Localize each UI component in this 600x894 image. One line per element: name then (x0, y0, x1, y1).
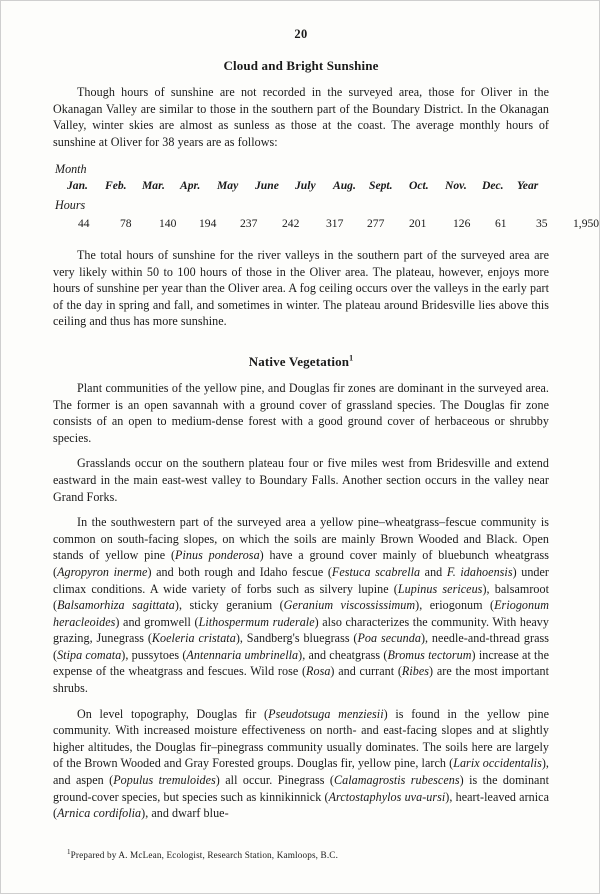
table-header-cell: Feb. (105, 178, 127, 192)
table-header-cell: Oct. (409, 178, 429, 192)
table-cell: 194 (199, 216, 217, 230)
page-number: 20 (294, 27, 308, 41)
paragraph-plant-communities: Plant communities of the yellow pine, and Douglas fir zones are dominant in the surveyed area. The former is an open savannah with a ground cover of grassland species. The Douglas fir zone consists of an open to medium-dense forest with a good ground cover of herbaceous or shrubby species. (53, 380, 549, 445)
table-cell: 242 (282, 216, 300, 230)
table-cell: 78 (120, 216, 132, 230)
table-header-row (67, 178, 557, 195)
table-header-cell: Apr. (180, 178, 201, 192)
sunshine-table-values (67, 214, 600, 232)
table-row-label-hours: Hours (55, 198, 86, 213)
table-cell: 126 (453, 216, 471, 230)
table-header-cell: June (255, 178, 279, 192)
table-header-cell: July (295, 178, 316, 192)
table-cell: 1,950 (573, 216, 600, 230)
table-header-cell: Aug. (333, 178, 356, 192)
heading-native-vegetation (53, 354, 549, 370)
heading-native-vegetation-label: Native Vegetation (248, 353, 350, 369)
table-header-cell: Jan. (67, 178, 88, 192)
table-cell: 317 (326, 216, 344, 230)
footnote-text: Prepared by A. McLean, Ecologist, Research Station, Kamloops, B.C. (70, 850, 339, 860)
table-header-cell: Sept. (369, 178, 393, 192)
table-header-cell: May (217, 178, 239, 192)
table-cell: 237 (240, 216, 258, 230)
heading-cloud-and-bright-sunshine: Cloud and Bright Sunshine (223, 58, 379, 73)
table-cell: 61 (495, 216, 507, 230)
heading-footnote-marker: 1 (349, 353, 354, 363)
table-header-cell: Year (517, 178, 539, 192)
table-header-cell: Mar. (142, 178, 165, 192)
table-row (67, 214, 600, 232)
table-row-label-month: Month (55, 162, 87, 177)
paragraph-southwestern-community: In the southwestern part of the surveyed area a yellow pine–wheatgrass–fescue community is common on south-facing slopes, on which the soils are mainly Brown Wooded and Black. Open stands of yellow pine (Pinus ponderosa) have a ground cover mainly of bluebunch wheatgrass (Agropyron inerme) and both rough and Idaho fescue (Festuca scabrella and F. idahoensis) under climax conditions. A wide variety of forbs such as silvery lupine (Lupinus sericeus), balsamroot (Balsamorhiza sagittata), sticky geranium (Geranium viscossissimum), eriogonum (Eriogonum heracleoides) and gromwell (Lithospermum ruderale) also characterizes the community. With heavy grazing, Junegrass (Koeleria cristata), Sandberg's bluegrass (Poa secunda), needle-and-thread grass (Stipa comata), pussytoes (Antennaria umbrinella), and cheatgrass (Bromus tectorum) increase at the expense of the wheatgrass and fescues. Wild rose (Rosa) and currant (Ribes) are the most important shrubs. (53, 515, 550, 696)
page-content (53, 27, 600, 822)
sunshine-table (67, 178, 557, 195)
table-cell: 140 (159, 216, 177, 230)
paragraph-level-topography: On level topography, Douglas fir (Pseudotsuga menziesii) is found in the yellow pine community. With increased moisture effectiveness on north- and east-facing slopes and at slightly higher altitudes, the Douglas fir–pinegrass community usually dominates. The soils here are largely of the Brown Wooded and Gray Forested groups. Douglas fir, yellow pine, larch (Larix occidentalis), and aspen (Populus tremuloides) all occur. Pinegrass (Calamagrostis rubescens) is the dominant ground-cover species, but species such as kinnikinnick (Arctostaphylos uva-ursi), heart-leaved arnica (Arnica cordifolia), and dwarf blue- (53, 706, 549, 821)
table-cell: 44 (78, 216, 90, 230)
table-cell: 277 (367, 216, 385, 230)
sunshine-table-block (53, 161, 600, 232)
paragraph-total-hours: The total hours of sunshine for the river valleys in the southern part of the surveyed area are very likely within 50 to 100 hours of those in the Oliver area. The plateau, however, enjoys more hours of sunshine per year than the Oliver area. A fog ceiling occurs over the valleys in the early part of the day in spring and fall, and sometimes in winter. The plateau around Bridesville lies above this ceiling and thus has more sunshine. (53, 248, 549, 329)
table-cell: 35 (536, 216, 548, 230)
table-header-cell: Nov. (445, 178, 467, 192)
paragraph-sunshine-intro: Though hours of sunshine are not recorded in the surveyed area, those for Oliver in the Okanagan Valley are similar to those in the southern part of the Boundary District. In the Okanagan Valley, winter skies are almost as sunless as those at the coast. The average monthly hours of sunshine at Oliver for 38 years are as follows: (53, 85, 549, 149)
footnote (67, 849, 537, 861)
paragraph-grasslands: Grasslands occur on the southern plateau four or five miles west from Bridesville and extend eastward in the main east-west valley to Boundary Falls. Another section occurs in the valley near Grand Forks. (53, 456, 549, 504)
table-cell: 201 (409, 216, 427, 230)
table-header-cell: Dec. (482, 178, 504, 192)
footnote-marker: 1 (67, 847, 71, 856)
